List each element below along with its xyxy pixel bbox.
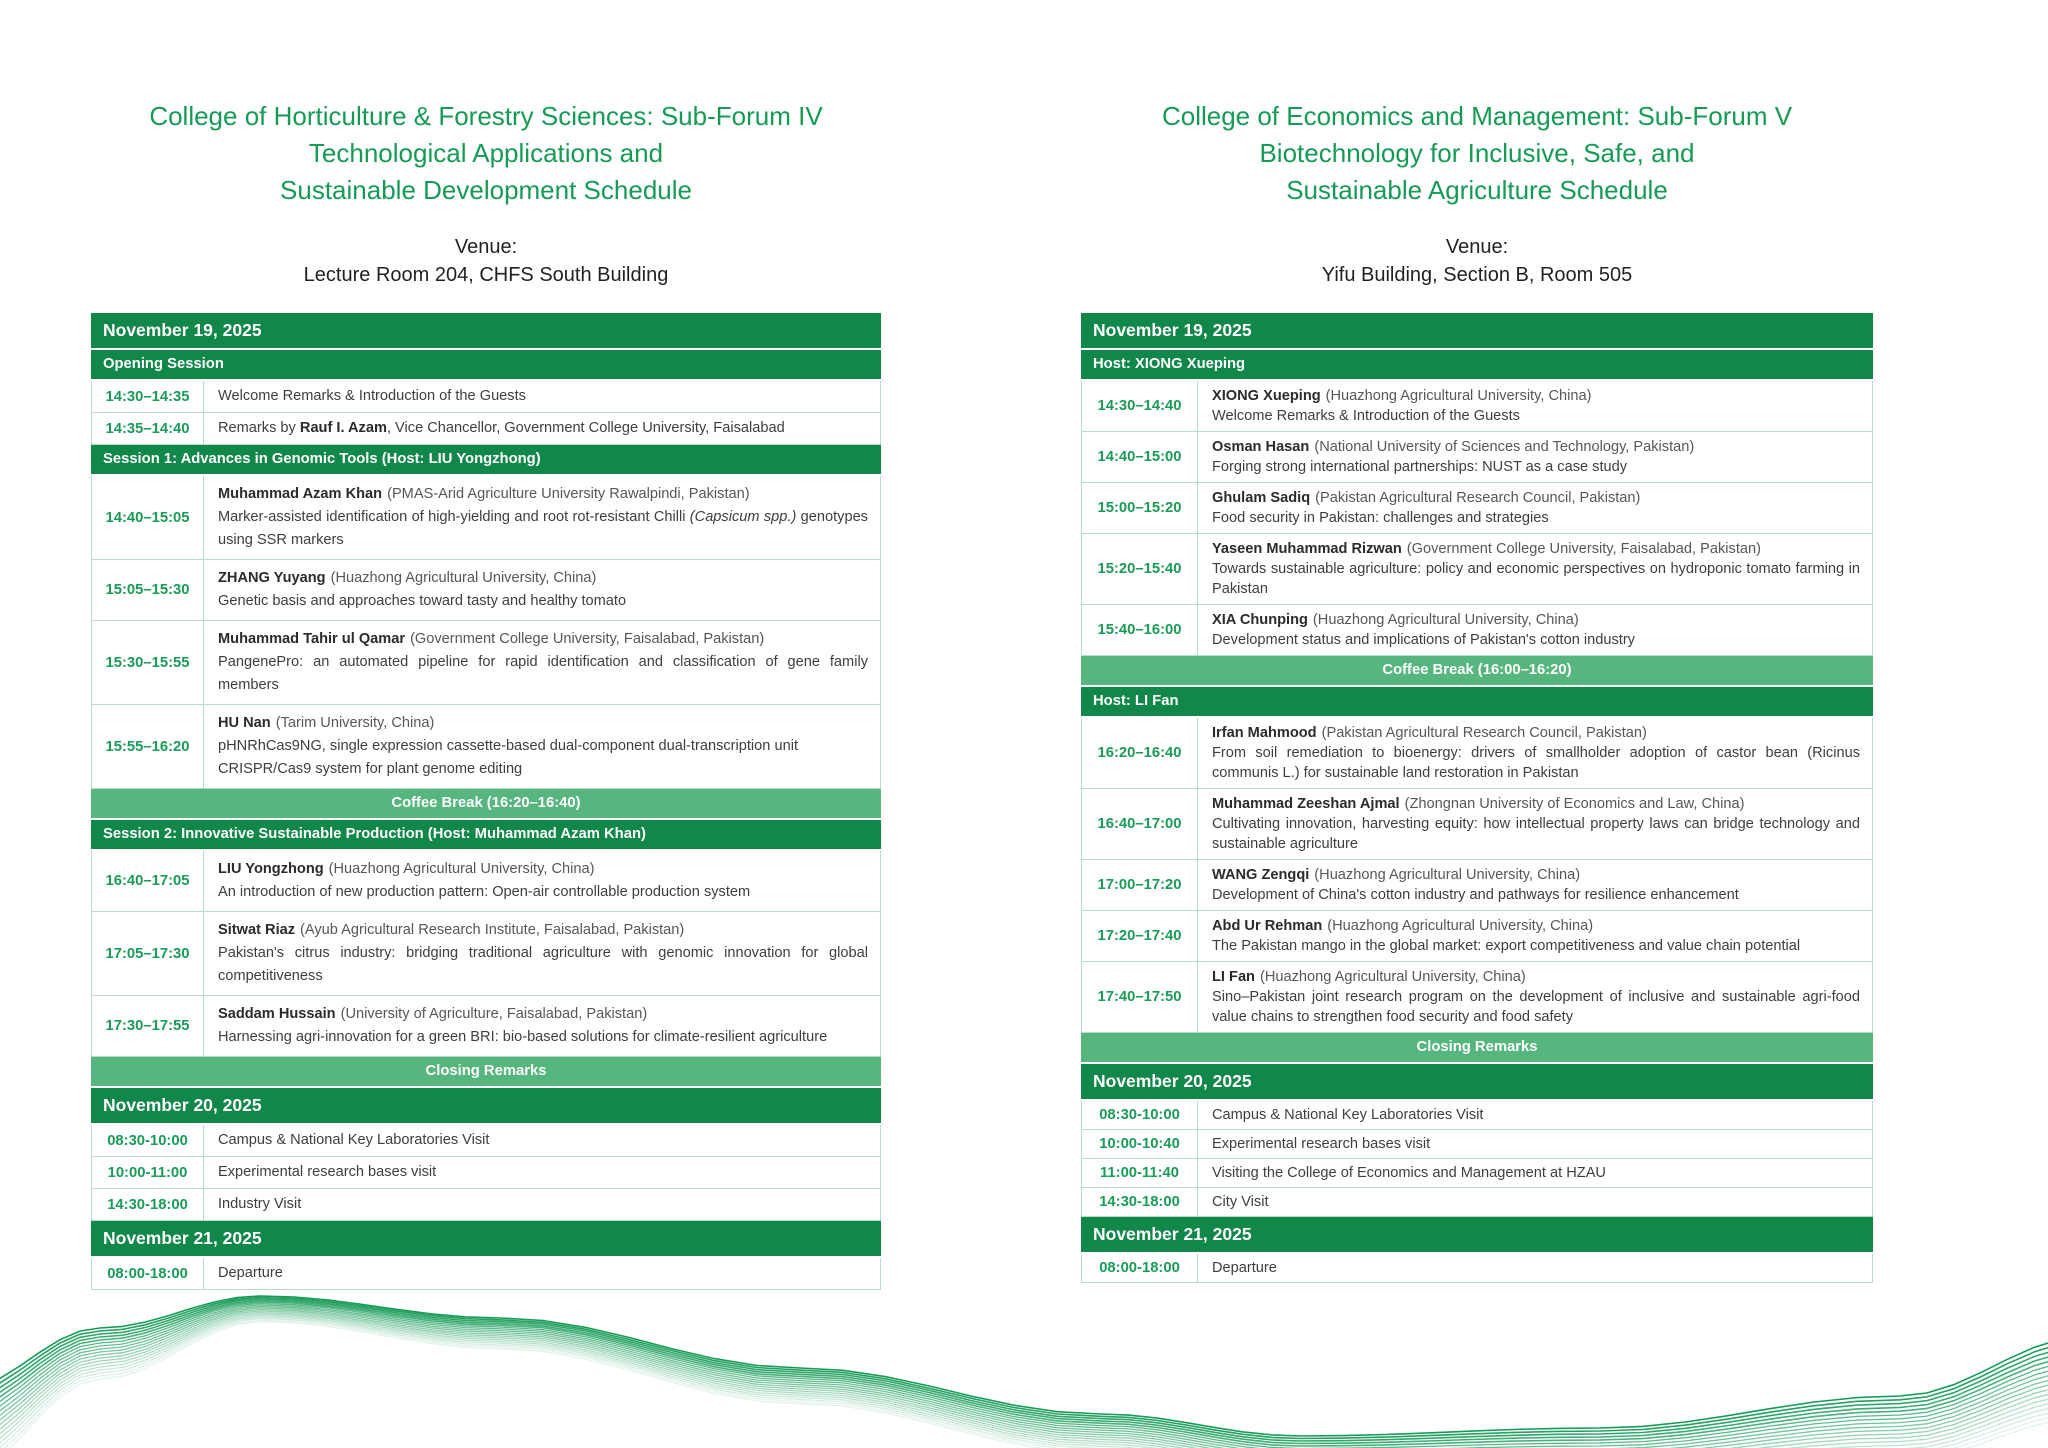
detail-cell [1198, 605, 1872, 655]
talk-title [218, 385, 868, 408]
schedule-table [1081, 313, 1873, 1283]
talk-segment: PangenePro: an automated pipeline for rapid identification and classification of gene family members [218, 654, 868, 693]
speaker-line [1212, 916, 1860, 936]
venue-block [1081, 233, 1873, 289]
talk-segment: An introduction of new production pattern: Open-air controllable production system [218, 884, 751, 900]
time-cell: 15:20–15:40 [1082, 534, 1198, 604]
talk-segment: Marker-assisted identification of high-yielding and root rot-resistant Chilli [218, 509, 690, 525]
time-cell: 14:30-18:00 [1082, 1188, 1198, 1216]
talk-title [218, 1193, 868, 1216]
speaker-name: Osman Hasan [1212, 439, 1310, 455]
event-row [1081, 962, 1873, 1033]
venue-block [91, 233, 881, 289]
talk-segment: Industry Visit [218, 1196, 302, 1212]
venue-name: Lecture Room 204, CHFS South Building [303, 264, 669, 286]
speaker-line [218, 712, 868, 735]
speaker-name: Muhammad Zeeshan Ajmal [1212, 796, 1400, 812]
detail-cell [204, 1157, 880, 1188]
talk-title [1212, 1105, 1860, 1125]
talk-segment: Welcome Remarks & Introduction of the Guests [1212, 408, 1520, 424]
event-row [91, 413, 881, 445]
time-cell: 17:20–17:40 [1082, 911, 1198, 961]
talk-title [218, 881, 868, 904]
detail-cell [1198, 911, 1872, 961]
time-cell: 10:00-10:40 [1082, 1130, 1198, 1158]
time-cell: 15:30–15:55 [92, 621, 204, 704]
speaker-line [218, 628, 868, 651]
detail-cell [1198, 483, 1872, 533]
time-cell: 14:35–14:40 [92, 413, 204, 444]
talk-title [1212, 406, 1860, 426]
speaker-affiliation: (Government College University, Faisalabad, Pakistan) [410, 631, 765, 647]
talk-title [218, 651, 868, 697]
speaker-name: XIA Chunping [1212, 612, 1308, 628]
time-cell: 14:30-18:00 [92, 1189, 204, 1220]
speaker-affiliation: (Huazhong Agricultural University, China) [1259, 969, 1526, 985]
event-row [1081, 381, 1873, 432]
talk-segment: Experimental research bases visit [1212, 1136, 1431, 1152]
speaker-name: Sitwat Riaz [218, 922, 296, 938]
speaker-line [1212, 865, 1860, 885]
talk-segment: Genetic basis and approaches toward tasty and healthy tomato [218, 593, 627, 609]
talk-title [1212, 885, 1860, 905]
talk-segment: genotypes using SSR markers [218, 509, 868, 548]
speaker-affiliation: (Ayub Agricultural Research Institute, Faisalabad, Pakistan) [300, 922, 685, 938]
speaker-affiliation: (Huazhong Agricultural University, China) [330, 570, 597, 586]
talk-segment: From soil remediation to bioenergy: drivers of smallholder adoption of castor bean (Ricinus communis L.) for sustainable land restoration in Pakistan [1212, 745, 1860, 781]
talk-title [218, 506, 868, 552]
detail-cell [204, 413, 880, 444]
speaker-name: Irfan Mahmood [1212, 725, 1317, 741]
detail-cell [204, 912, 880, 995]
detail-cell [204, 381, 880, 412]
wave-line [0, 1320, 2048, 1448]
time-cell: 14:30–14:35 [92, 381, 204, 412]
event-row [91, 851, 881, 912]
detail-cell [1198, 381, 1872, 431]
break-row: Closing Remarks [91, 1057, 881, 1088]
speaker-name: WANG Zengqi [1212, 867, 1310, 883]
time-cell: 08:30-10:00 [92, 1125, 204, 1156]
talk-title [1212, 1163, 1860, 1183]
detail-cell [1198, 1188, 1872, 1216]
detail-cell [204, 1189, 880, 1220]
title-line: Sustainable Agriculture Schedule [1286, 175, 1668, 205]
speaker-line [218, 567, 868, 590]
speaker-affiliation: (Pakistan Agricultural Research Council, Pakistan) [1315, 490, 1641, 506]
event-row [91, 381, 881, 413]
venue-label: Venue: [454, 236, 518, 258]
speaker-affiliation: (Pakistan Agricultural Research Council, Pakistan) [1321, 725, 1647, 741]
event-row [91, 996, 881, 1057]
talk-title [1212, 936, 1860, 956]
time-cell: 16:40–17:00 [1082, 789, 1198, 859]
venue-name: Yifu Building, Section B, Room 505 [1321, 264, 1633, 286]
date-row: November 19, 2025 [1081, 313, 1873, 350]
date-row: November 19, 2025 [91, 313, 881, 350]
speaker-line [1212, 610, 1860, 630]
talk-segment: Food security in Pakistan: challenges and strategies [1212, 510, 1549, 526]
event-row [1081, 1159, 1873, 1188]
event-row [1081, 432, 1873, 483]
title-line: Sustainable Development Schedule [280, 175, 692, 205]
event-row [1081, 1188, 1873, 1217]
detail-cell [1198, 1130, 1872, 1158]
event-row [1081, 718, 1873, 789]
detail-cell [1198, 1159, 1872, 1187]
time-cell: 17:05–17:30 [92, 912, 204, 995]
speaker-name: Saddam Hussain [218, 1006, 336, 1022]
sub-forum-v-title [1081, 98, 1873, 209]
title-line: College of Horticulture & Forestry Sciences: Sub-Forum IV [149, 101, 823, 131]
time-cell: 14:40–15:00 [1082, 432, 1198, 482]
talk-title [1212, 814, 1860, 854]
sub-forum-iv-title [91, 98, 881, 209]
event-row [1081, 534, 1873, 605]
speaker-line [1212, 437, 1860, 457]
speaker-line [218, 858, 868, 881]
talk-segment: Rauf I. Azam [299, 420, 387, 436]
date-row: November 21, 2025 [91, 1221, 881, 1258]
wave-line [0, 1316, 2048, 1448]
talk-segment: Welcome Remarks & Introduction of the Guests [218, 388, 526, 404]
speaker-affiliation: (Huazhong Agricultural University, China) [328, 861, 595, 877]
talk-segment: City Visit [1212, 1194, 1269, 1210]
speaker-name: ZHANG Yuyang [218, 570, 326, 586]
talk-segment: Departure [1212, 1260, 1277, 1276]
speaker-line [218, 919, 868, 942]
speaker-name: HU Nan [218, 715, 271, 731]
time-cell: 08:00-18:00 [92, 1258, 204, 1289]
talk-segment: The Pakistan mango in the global market: export competitiveness and value chain potential [1212, 938, 1801, 954]
speaker-name: LIU Yongzhong [218, 861, 324, 877]
talk-title [218, 417, 868, 440]
detail-cell [1198, 534, 1872, 604]
talk-title [218, 735, 868, 781]
detail-cell [204, 621, 880, 704]
talk-segment: Departure [218, 1265, 283, 1281]
wave-line [0, 1317, 2048, 1448]
talk-title [1212, 987, 1860, 1027]
event-row [91, 621, 881, 705]
talk-title [1212, 1192, 1860, 1212]
speaker-line [218, 483, 868, 506]
time-cell: 17:30–17:55 [92, 996, 204, 1056]
time-cell: 17:40–17:50 [1082, 962, 1198, 1032]
date-row: November 20, 2025 [91, 1088, 881, 1125]
speaker-name: Ghulam Sadiq [1212, 490, 1311, 506]
talk-segment: (Capsicum spp.) [689, 509, 797, 525]
time-cell: 17:00–17:20 [1082, 860, 1198, 910]
speaker-name: XIONG Xueping [1212, 388, 1321, 404]
detail-cell [204, 705, 880, 788]
title-line: Biotechnology for Inclusive, Safe, and [1259, 138, 1695, 168]
talk-segment: Campus & National Key Laboratories Visit [1212, 1107, 1484, 1123]
event-row [1081, 1101, 1873, 1130]
speaker-affiliation: (Government College University, Faisalabad, Pakistan) [1406, 541, 1761, 557]
speaker-affiliation: (Huazhong Agricultural University, China) [1325, 388, 1592, 404]
talk-title [1212, 630, 1860, 650]
sub-forum-iv-column [91, 0, 881, 1290]
session-header-row: Host: LI Fan [1081, 687, 1873, 718]
time-cell: 11:00-11:40 [1082, 1159, 1198, 1187]
speaker-affiliation: (Huazhong Agricultural University, China) [1327, 918, 1594, 934]
speaker-affiliation: (Huazhong Agricultural University, China) [1312, 612, 1579, 628]
event-row [1081, 483, 1873, 534]
speaker-affiliation: (University of Agriculture, Faisalabad, Pakistan) [340, 1006, 648, 1022]
time-cell: 15:55–16:20 [92, 705, 204, 788]
detail-cell [1198, 962, 1872, 1032]
talk-segment: , Vice Chancellor, Government College University, Faisalabad [386, 420, 785, 436]
schedule-table [91, 313, 881, 1290]
event-row [1081, 789, 1873, 860]
speaker-line [1212, 386, 1860, 406]
speaker-name: Muhammad Tahir ul Qamar [218, 631, 406, 647]
talk-segment: Harnessing agri-innovation for a green BRI: bio-based solutions for climate-resilient agriculture [218, 1029, 828, 1045]
talk-segment: Visiting the College of Economics and Management at HZAU [1212, 1165, 1606, 1181]
wave-decoration [0, 1248, 2048, 1448]
break-row: Coffee Break (16:00–16:20) [1081, 656, 1873, 687]
time-cell: 16:20–16:40 [1082, 718, 1198, 788]
date-row: November 21, 2025 [1081, 1217, 1873, 1254]
wave-line [0, 1314, 2048, 1448]
detail-cell [1198, 1101, 1872, 1129]
talk-segment: Cultivating innovation, harvesting equity: how intellectual property laws can bridge technology and sustainable agriculture [1212, 816, 1860, 852]
detail-cell [204, 560, 880, 620]
talk-segment: Development of China's cotton industry and pathways for resilience enhancement [1212, 887, 1739, 903]
talk-segment: Experimental research bases visit [218, 1164, 437, 1180]
time-cell: 08:00-18:00 [1082, 1254, 1198, 1282]
speaker-affiliation: (Huazhong Agricultural University, China) [1314, 867, 1581, 883]
title-line: College of Economics and Management: Sub-Forum V [1161, 101, 1793, 131]
talk-title [1212, 508, 1860, 528]
time-cell: 15:00–15:20 [1082, 483, 1198, 533]
detail-cell [204, 851, 880, 911]
talk-segment: Forging strong international partnerships: NUST as a case study [1212, 459, 1628, 475]
talk-segment: Sino–Pakistan joint research program on the development of inclusive and sustainable agri-food value chains to strengthen food security and food safety [1212, 989, 1860, 1025]
speaker-line [1212, 967, 1860, 987]
event-row [91, 705, 881, 789]
date-row: November 20, 2025 [1081, 1064, 1873, 1101]
event-row [91, 1189, 881, 1221]
event-row [1081, 1130, 1873, 1159]
talk-segment: Development status and implications of Pakistan's cotton industry [1212, 632, 1635, 648]
event-row [1081, 605, 1873, 656]
event-row [1081, 860, 1873, 911]
session-header-row: Opening Session [91, 350, 881, 381]
talk-segment: Campus & National Key Laboratories Visit [218, 1132, 490, 1148]
detail-cell [1198, 789, 1872, 859]
event-row [91, 1157, 881, 1189]
speaker-name: Muhammad Azam Khan [218, 486, 383, 502]
event-row [91, 476, 881, 560]
speaker-affiliation: (PMAS-Arid Agriculture University Rawalpindi, Pakistan) [387, 486, 750, 502]
talk-segment: Remarks by [218, 420, 300, 436]
speaker-affiliation: (Zhongnan University of Economics and Law, China) [1404, 796, 1745, 812]
talk-title [1212, 1134, 1860, 1154]
talk-segment: Pakistan's citrus industry: bridging traditional agriculture with genomic innovation for global competitiveness [218, 945, 868, 984]
talk-segment: pHNRhCas9NG, single expression cassette-based dual-component dual-transcription unit CRISPR/Cas9 system for plant genome editing [218, 738, 798, 777]
speaker-line [1212, 794, 1860, 814]
event-row [91, 912, 881, 996]
venue-label: Venue: [1445, 236, 1509, 258]
talk-title [218, 1026, 868, 1049]
time-cell: 16:40–17:05 [92, 851, 204, 911]
time-cell: 14:30–14:40 [1082, 381, 1198, 431]
speaker-name: Abd Ur Rehman [1212, 918, 1323, 934]
wave-line [0, 1319, 2048, 1448]
speaker-affiliation: (National University of Sciences and Technology, Pakistan) [1314, 439, 1695, 455]
title-line: Technological Applications and [308, 138, 664, 168]
time-cell: 08:30-10:00 [1082, 1101, 1198, 1129]
talk-title [1212, 457, 1860, 477]
sub-forum-v-column [1081, 0, 1873, 1283]
speaker-line [1212, 488, 1860, 508]
time-cell: 14:40–15:05 [92, 476, 204, 559]
detail-cell [1198, 860, 1872, 910]
talk-segment: Towards sustainable agriculture: policy and economic perspectives on hydroponic tomato farming in Pakistan [1212, 561, 1860, 597]
event-row [91, 1125, 881, 1157]
speaker-line [1212, 539, 1860, 559]
speaker-name: Yaseen Muhammad Rizwan [1212, 541, 1402, 557]
speaker-name: LI Fan [1212, 969, 1255, 985]
event-row [91, 560, 881, 621]
event-row [1081, 911, 1873, 962]
detail-cell [1198, 432, 1872, 482]
talk-title [218, 942, 868, 988]
break-row: Coffee Break (16:20–16:40) [91, 789, 881, 820]
session-header-row: Session 2: Innovative Sustainable Production (Host: Muhammad Azam Khan) [91, 820, 881, 851]
detail-cell [204, 476, 880, 559]
talk-title [218, 1161, 868, 1184]
speaker-affiliation: (Tarim University, China) [275, 715, 435, 731]
talk-title [218, 1129, 868, 1152]
talk-title [1212, 743, 1860, 783]
time-cell: 10:00-11:00 [92, 1157, 204, 1188]
speaker-line [218, 1003, 868, 1026]
session-header-row: Host: XIONG Xueping [1081, 350, 1873, 381]
detail-cell [204, 1125, 880, 1156]
talk-title [1212, 559, 1860, 599]
detail-cell [204, 996, 880, 1056]
talk-title [218, 590, 868, 613]
session-header-row: Session 1: Advances in Genomic Tools (Host: LIU Yongzhong) [91, 445, 881, 476]
speaker-line [1212, 723, 1860, 743]
detail-cell [1198, 718, 1872, 788]
time-cell: 15:05–15:30 [92, 560, 204, 620]
break-row: Closing Remarks [1081, 1033, 1873, 1064]
time-cell: 15:40–16:00 [1082, 605, 1198, 655]
